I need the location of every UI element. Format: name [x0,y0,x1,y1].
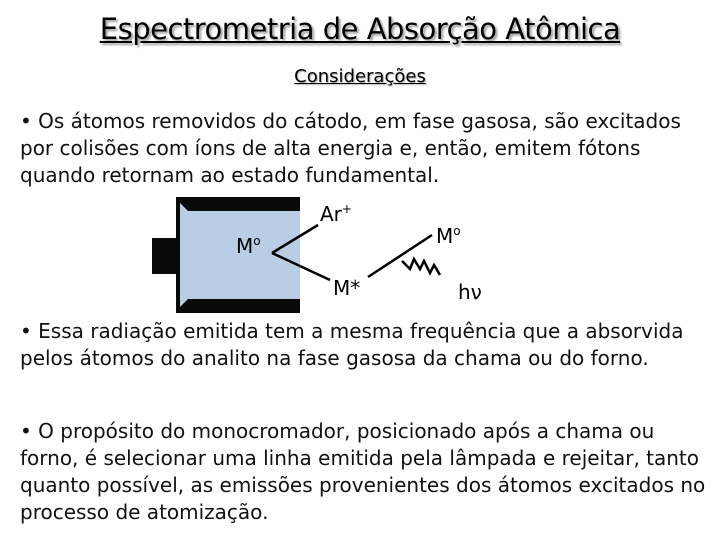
label-excited-atom: M* [333,276,361,300]
paragraph-atoms-excitation: • Os átomos removidos do cátodo, em fase gasosa, são excitados por colisões com íons de alta energia e, então, emitem fótons quando retornam ao estado fundamental. [20,109,681,187]
label-argon-ion: Ar+ [320,202,352,226]
slide-subtitle: Considerações [294,66,426,87]
paragraph-monochromator: • O propósito do monocromador, posicionado após a chama ou forno, é selecionar uma linha emitida pela lâmpada e rejeitar, tanto quanto possível, as emissões provenientes dos átomos excitados no processo de atomização. [20,419,706,524]
paragraph-emitted-radiation: • Essa radiação emitida tem a mesma frequência que a absorvida pelos átomos do analito na fase gasosa da chama ou do forno. [20,319,684,370]
photon-wave-icon [402,259,440,275]
label-photon: hν [458,280,482,304]
cathode-emission-diagram [0,195,720,315]
label-ground-atom-right: $M^o$ [436,224,461,248]
emission-line-upper [368,235,432,277]
slide-title: Espectrometria de Absorção Atômica [99,12,621,46]
label-ground-atom-left: $M^o$ [236,234,261,258]
